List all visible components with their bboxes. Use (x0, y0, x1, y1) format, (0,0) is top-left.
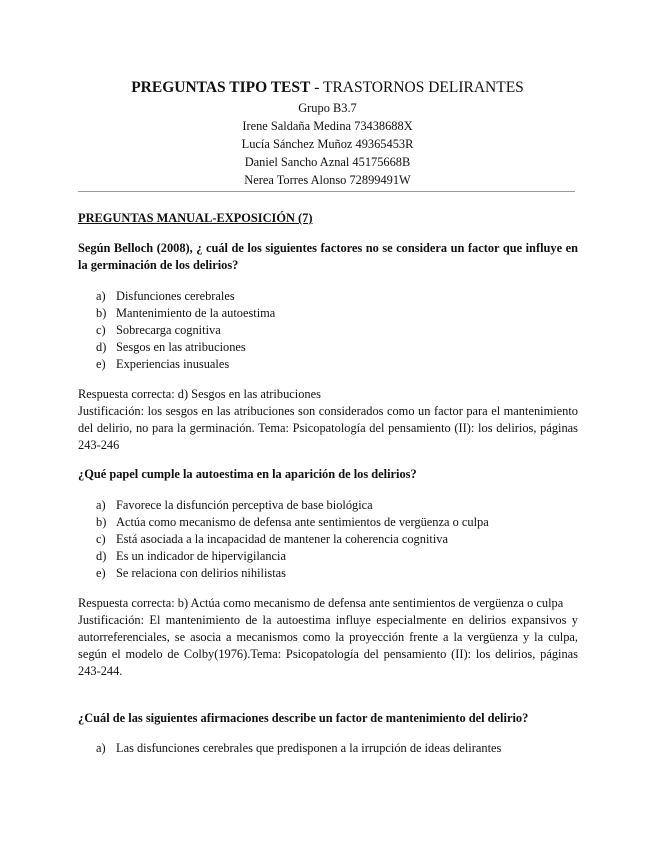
question-text: ¿Qué papel cumple la autoestima en la aparición de los delirios? (78, 467, 417, 481)
answer-block-2 (78, 595, 578, 680)
question-block-2 (78, 466, 578, 483)
options-block-3 (78, 740, 578, 757)
option-item: e) Experiencias inusuales (96, 357, 230, 371)
document-title (0, 78, 655, 97)
document-header (0, 78, 655, 189)
title-rest-part: - TRASTORNOS DELIRANTES (310, 79, 524, 96)
correct-answer: Respuesta correcta: d) Sesgos en las atribuciones (78, 387, 321, 401)
author-line: Daniel Sancho Aznal 45175668B (244, 155, 411, 169)
question-text: ¿Cuál de las siguientes afirmaciones describe un factor de mantenimiento del delirio? (78, 711, 529, 725)
section-title: PREGUNTAS MANUAL-EXPOSICIÓN (7) (78, 211, 313, 225)
option-item: b) Actúa como mecanismo de defensa ante sentimientos de vergüenza o culpa (96, 515, 489, 529)
author-line: Nerea Torres Alonso 72899491W (244, 173, 411, 187)
title-bold-part: PREGUNTAS TIPO TEST (131, 79, 311, 96)
option-item: a) Favorece la disfunción perceptiva de base biológica (96, 498, 373, 512)
option-item: e) Se relaciona con delirios nihilistas (96, 566, 286, 580)
option-list (78, 497, 578, 582)
option-item: a) Las disfunciones cerebrales que predisponen a la irrupción de ideas delirantes (96, 741, 502, 755)
justification: Justificación: los sesgos en las atribuciones son considerados como un factor para el mantenimiento del delirio, no para la germinación. Tema: Psicopatología del pensamiento (II): los delirios, páginas 243-246 (78, 404, 578, 452)
option-item: c) Sobrecarga cognitiva (96, 323, 221, 337)
justification: Justificación: El mantenimiento de la autoestima influye especialmente en delirios expansivos y autorreferenciales, se asocia a mecanismos como la proyección frente a la vergüenza y la culpa, según el modelo de Colby(1976).Tema: Psicopatología del pensamiento (II): los delirios, páginas 243-244. (78, 613, 578, 678)
question-block-3 (78, 710, 578, 727)
option-item: d) Sesgos en las atribuciones (96, 340, 246, 354)
option-item: c) Está asociada a la incapacidad de mantener la coherencia cognitiva (96, 532, 448, 546)
correct-answer: Respuesta correcta: b) Actúa como mecanismo de defensa ante sentimientos de vergüenza o culpa (78, 596, 564, 610)
option-list (78, 740, 578, 757)
author-line: Lucía Sánchez Muñoz 49365453R (241, 137, 414, 151)
option-item: a) Disfunciones cerebrales (96, 289, 235, 303)
header-divider (78, 191, 575, 192)
options-block-1 (78, 288, 578, 373)
option-item: d) Es un indicador de hipervigilancia (96, 549, 286, 563)
option-item: b) Mantenimiento de la autoestima (96, 306, 276, 320)
answer-block-1 (78, 386, 578, 454)
question-block-1 (78, 240, 578, 274)
question-text: Según Belloch (2008), ¿ cuál de los siguientes factores no se considera un factor que influye en la germinación de los delirios? (78, 241, 578, 272)
group-label: Grupo B3.7 (298, 101, 357, 115)
author-line: Irene Saldaña Medina 73438688X (242, 119, 413, 133)
section-heading-block (78, 210, 578, 227)
options-block-2 (78, 497, 578, 582)
option-list (78, 288, 578, 373)
